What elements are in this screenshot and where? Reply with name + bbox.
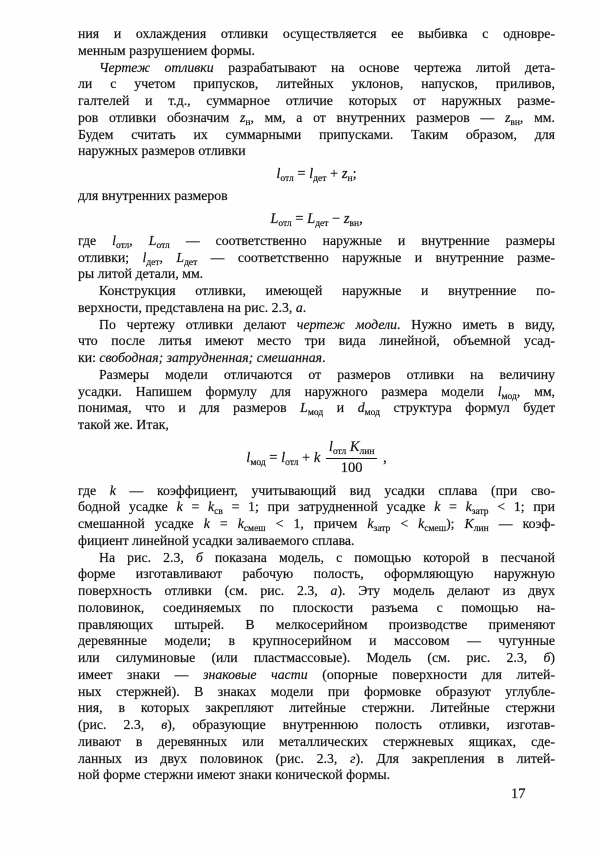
text-segment: структура формул будет <box>379 400 555 416</box>
subscript: затр <box>373 524 391 535</box>
text-segment: . <box>322 350 326 365</box>
subscript: дет <box>315 218 329 229</box>
formula <box>78 165 555 183</box>
text-line <box>78 751 555 768</box>
italic-text: знаковые части <box>203 666 308 682</box>
italic-text: l <box>142 249 147 265</box>
italic-text: l <box>112 232 117 248</box>
text-line <box>78 300 555 317</box>
italic-text: l <box>309 166 314 182</box>
text-segment: что после литья имеют место три вида линейной, объемной усад- <box>78 333 555 349</box>
text-line <box>78 650 555 667</box>
text-segment: = <box>291 210 308 227</box>
italic-text: L <box>148 232 157 248</box>
text-segment: , <box>129 232 149 248</box>
text-line <box>78 600 555 617</box>
italic-text: K <box>464 516 474 532</box>
italic-text: l <box>497 383 502 399</box>
text-line <box>78 110 555 127</box>
text-line <box>78 400 555 417</box>
text-segment: < <box>390 516 419 532</box>
fraction-numerator <box>326 440 378 459</box>
text-segment: На рис. 2.3, <box>99 549 196 565</box>
subscript: лин <box>473 524 489 535</box>
text-segment: где <box>78 232 113 248</box>
text-line <box>78 667 555 684</box>
formula <box>78 440 555 477</box>
text-segment: и <box>323 400 358 416</box>
text-segment: ной форме стержни имеют знаки конической формы. <box>78 767 391 783</box>
text-segment: < 1, причем <box>265 516 368 532</box>
text-line <box>78 499 555 516</box>
text-segment: бодной усадке <box>78 499 177 515</box>
text-segment: или силуминовые (или пластмассовые). Модель (см. рис. 2.3, <box>78 650 544 666</box>
subscript: смеш <box>424 524 447 535</box>
italic-text: l <box>246 449 251 466</box>
text-line <box>78 188 555 205</box>
text-segment: усадки. Напишем формулу для наружного размера модели <box>78 383 498 399</box>
text-line <box>78 233 555 250</box>
italic-text: z <box>240 109 246 125</box>
subscript: дет <box>184 257 198 268</box>
text-segment: ки: <box>78 350 100 365</box>
page-number: 17 <box>511 786 526 802</box>
italic-text: l <box>281 449 286 466</box>
subscript: отл <box>156 240 170 251</box>
text-line <box>78 367 555 384</box>
text-segment: — коэффициент, учитывающий вид усадки сплава (при сво- <box>115 482 555 498</box>
text-segment: форме изготавливают рабочую полость, оформляющую наружную <box>78 566 555 582</box>
text-segment: , мм. <box>519 109 555 125</box>
subscript: отл <box>116 240 130 251</box>
text-segment: Размеры модели отличаются от размеров отливки на величину <box>99 366 555 382</box>
text-segment: 100 <box>340 459 363 476</box>
subscript: затр <box>471 507 489 518</box>
text-segment: = 1; при затрудненной усадке <box>222 499 435 515</box>
text-segment <box>320 450 324 466</box>
text-segment: ). Для закрепления в литей- <box>355 750 555 766</box>
text-line <box>78 566 555 583</box>
italic-text: а <box>330 583 338 599</box>
text-segment: ли с учетом припусков, литейных уклонов, напусков, приливов, <box>78 76 555 92</box>
subscript: дет <box>146 257 160 268</box>
text-segment: галтелей и т.д., суммарное отличие которых от наружных разме- <box>78 93 555 108</box>
text-segment: (рис. 2.3, <box>78 717 162 733</box>
text-segment: поверхность отливки (см. рис. 2.3, <box>78 583 331 599</box>
text-line <box>78 250 555 267</box>
text-line <box>78 60 555 77</box>
subscript: св <box>214 507 223 518</box>
text-segment: ры литой детали, мм. <box>78 266 204 282</box>
text-line <box>78 734 555 751</box>
italic-text: L <box>176 249 185 265</box>
text-line <box>78 550 555 567</box>
text-line <box>78 127 555 144</box>
subscript: мод <box>250 457 266 468</box>
text-segment: ), образующие внутреннюю полость отливки, изготав- <box>167 717 555 733</box>
subscript: мод <box>364 408 380 419</box>
italic-text: z <box>504 109 511 125</box>
text-segment: . <box>302 299 307 315</box>
subscript: вн <box>349 218 360 229</box>
italic-text: l <box>328 438 333 455</box>
italic-text: k <box>109 482 116 498</box>
text-line <box>78 143 555 160</box>
text-line <box>78 26 555 43</box>
text-segment: показана модель, с помощью которой в песчаной <box>202 549 555 565</box>
italic-text: z <box>341 166 348 182</box>
text-line <box>78 617 555 634</box>
italic-text: б <box>543 650 551 666</box>
text-segment: , <box>159 249 177 265</box>
text-segment: − <box>328 210 344 227</box>
text-segment: где <box>78 482 110 498</box>
formula <box>78 210 555 228</box>
text-segment: . Нужно иметь в виду, <box>397 316 556 332</box>
subscript: дет <box>313 174 327 184</box>
text-segment: для внутренних размеров <box>78 188 228 203</box>
text-line <box>78 483 555 500</box>
italic-text: k <box>203 516 210 532</box>
text-segment: , <box>359 210 363 227</box>
text-line <box>78 93 555 110</box>
text-segment: деревянные модели; в крупносерийном и массовом — чугунные <box>78 633 555 649</box>
subscript: лин <box>359 446 375 457</box>
text-segment: половинок, соединяемых по плоскости разъема с помощью на- <box>78 599 555 615</box>
italic-text: z <box>343 210 350 227</box>
text-segment: ных стержней). В знаках модели при формовке образуют углубле- <box>78 683 555 699</box>
text-segment: Конструкция отливки, имеющей наружные и внутренние по- <box>99 283 555 298</box>
text-segment: По чертежу отливки делают <box>99 316 297 332</box>
italic-text: L <box>270 210 279 227</box>
text-line <box>78 384 555 401</box>
text-segment: ливают в деревянных или металлических стержневых ящиках, сде- <box>78 733 555 749</box>
italic-text: L <box>300 400 308 416</box>
text-line <box>78 350 555 367</box>
text-segment: ния и охлаждения отливки осуществляется ее выбивка с одновре- <box>78 26 555 41</box>
text-segment: разрабатывают на основе чертежа литой дета- <box>213 59 555 75</box>
text-segment: правляющих штырей. В мелкосерийном производстве применяют <box>78 616 555 632</box>
text-line <box>78 767 555 784</box>
text-segment: имеет знаки — <box>78 666 204 682</box>
text-segment: = <box>440 499 466 515</box>
text-segment: ). Эту модель делают из двух <box>337 583 555 599</box>
text-segment: ) <box>550 650 555 666</box>
italic-text: г <box>350 750 356 766</box>
italic-text: L <box>307 210 316 227</box>
subscript: мод <box>307 408 324 419</box>
text-segment: верхности, представлена на рис. 2.3, <box>78 299 296 315</box>
italic-text: а <box>295 299 303 315</box>
text-line <box>78 417 555 434</box>
text-line <box>78 684 555 701</box>
text-segment: = <box>293 166 310 182</box>
italic-text: k <box>418 516 425 532</box>
text-line <box>78 516 555 533</box>
text-segment: менным разрушением формы. <box>78 42 255 58</box>
text-segment: ния, в которых закрепляют литейные стержни. Литейные стержни <box>78 700 555 716</box>
subscript: мод <box>501 391 517 402</box>
text-segment: (опорные поверхности для литей- <box>307 666 555 682</box>
text-segment: = <box>182 499 209 515</box>
italic-text: d <box>357 400 365 416</box>
text-segment: ; <box>352 166 357 182</box>
italic-text: K <box>349 438 360 455</box>
text-segment: + <box>326 166 342 182</box>
text-segment: Будем считать их суммарными припусками. Таким образом, для <box>78 126 555 142</box>
italic-text: k <box>313 449 321 466</box>
italic-text: k <box>208 499 215 515</box>
text-line <box>78 700 555 717</box>
text-line <box>78 533 555 550</box>
text-line <box>78 333 555 350</box>
text-segment: , <box>379 449 387 466</box>
subscript: отл <box>285 457 299 468</box>
subscript: отл <box>278 218 292 229</box>
text-segment: = <box>265 449 282 466</box>
italic-text: k <box>434 499 441 515</box>
text-line <box>78 283 555 300</box>
text-segment: смешанной усадке <box>78 516 204 532</box>
subscript: отл <box>280 174 294 184</box>
subscript: отл <box>332 446 347 457</box>
text-segment: , мм, <box>516 383 555 399</box>
italic-text: Чертеж отливки <box>99 59 214 75</box>
text-line <box>78 317 555 334</box>
text-segment: ); <box>446 516 465 532</box>
italic-text: k <box>367 516 374 532</box>
subscript: смеш <box>243 524 266 535</box>
text-segment: , мм, а от внутренних размеров — <box>250 109 505 125</box>
text-segment: ланных из двух половинок (рис. 2.3, <box>78 750 351 766</box>
text-line <box>78 266 555 283</box>
italic-text: чертеж модели <box>296 316 398 332</box>
subscript: вн <box>510 117 520 128</box>
text-segment: — соответственно наружные и внутренние разме- <box>197 249 555 265</box>
italic-text: l <box>276 166 281 182</box>
text-segment: — соответственно наружные и внутренние размеры <box>169 232 555 248</box>
text-line <box>78 633 555 650</box>
fraction-denominator <box>326 459 378 477</box>
text-line <box>78 76 555 93</box>
text-segment: < 1; при <box>488 499 555 515</box>
italic-text: свободная; затрудненная; смешанная <box>99 350 323 365</box>
italic-text: б <box>195 549 203 565</box>
text-column <box>78 26 555 784</box>
text-segment: фициент линейной усадки заливаемого сплава. <box>78 532 355 548</box>
italic-text: k <box>237 516 244 532</box>
text-segment: — коэф- <box>488 516 556 532</box>
text-segment: = <box>209 516 238 532</box>
text-line <box>78 717 555 734</box>
italic-text: k <box>176 499 183 515</box>
text-line <box>78 43 555 60</box>
text-segment: наружных размеров отливки <box>78 143 246 159</box>
text-segment: ров отливки обозначим <box>78 109 240 125</box>
subscript: н <box>245 117 251 128</box>
text-line <box>78 583 555 600</box>
subscript: н <box>347 174 353 184</box>
text-segment: отливки; <box>78 249 143 265</box>
fraction <box>326 440 378 477</box>
text-segment: понимая, что и для размеров <box>78 400 301 416</box>
text-segment: такой же. Итак, <box>78 417 169 432</box>
italic-text: в <box>161 717 168 733</box>
italic-text: k <box>465 499 472 515</box>
text-segment: + <box>298 449 314 466</box>
